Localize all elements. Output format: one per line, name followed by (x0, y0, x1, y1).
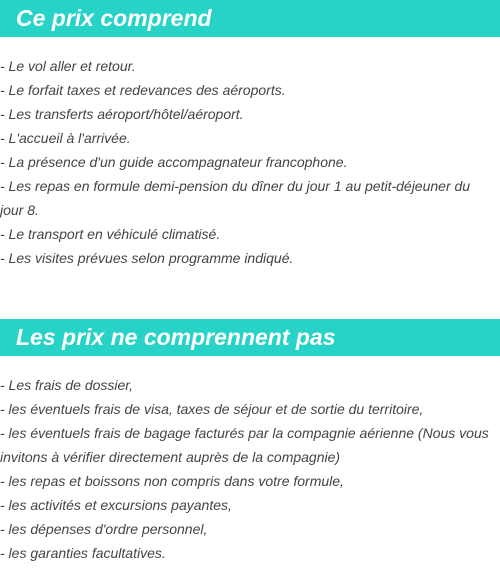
section-title-included: Ce prix comprend (16, 5, 212, 31)
list-item: - les dépenses d'ordre personnel, (0, 521, 208, 537)
section-header-included (0, 0, 500, 37)
list-item: - les repas et boissons non compris dans votre formule, (0, 473, 344, 489)
list-item: - Le vol aller et retour. (0, 58, 136, 74)
excluded-list (0, 373, 496, 565)
list-item: - Les transferts aéroport/hôtel/aéroport. (0, 106, 244, 122)
list-item: - les éventuels frais de visa, taxes de séjour et de sortie du territoire, (0, 401, 424, 417)
list-item: - Les visites prévues selon programme indiqué. (0, 250, 294, 266)
list-item: - les éventuels frais de bagage facturés par la compagnie aérienne (Nous vous invitons à vérifier directement auprès de la compagnie) (0, 425, 489, 465)
section-header-excluded (0, 319, 500, 356)
list-item: - L'accueil à l'arrivée. (0, 130, 131, 146)
list-item: - Les frais de dossier, (0, 377, 134, 393)
included-list (0, 54, 496, 270)
section-title-excluded: Les prix ne comprennent pas (16, 324, 336, 350)
list-item: - les activités et excursions payantes, (0, 497, 232, 513)
list-item: - La présence d'un guide accompagnateur francophone. (0, 154, 348, 170)
list-item: - Les repas en formule demi-pension du dîner du jour 1 au petit-déjeuner du jour 8. (0, 178, 471, 218)
list-item: - Le transport en véhiculé climatisé. (0, 226, 221, 242)
list-item: - Le forfait taxes et redevances des aéroports. (0, 82, 286, 98)
list-item: - les garanties facultatives. (0, 545, 166, 561)
